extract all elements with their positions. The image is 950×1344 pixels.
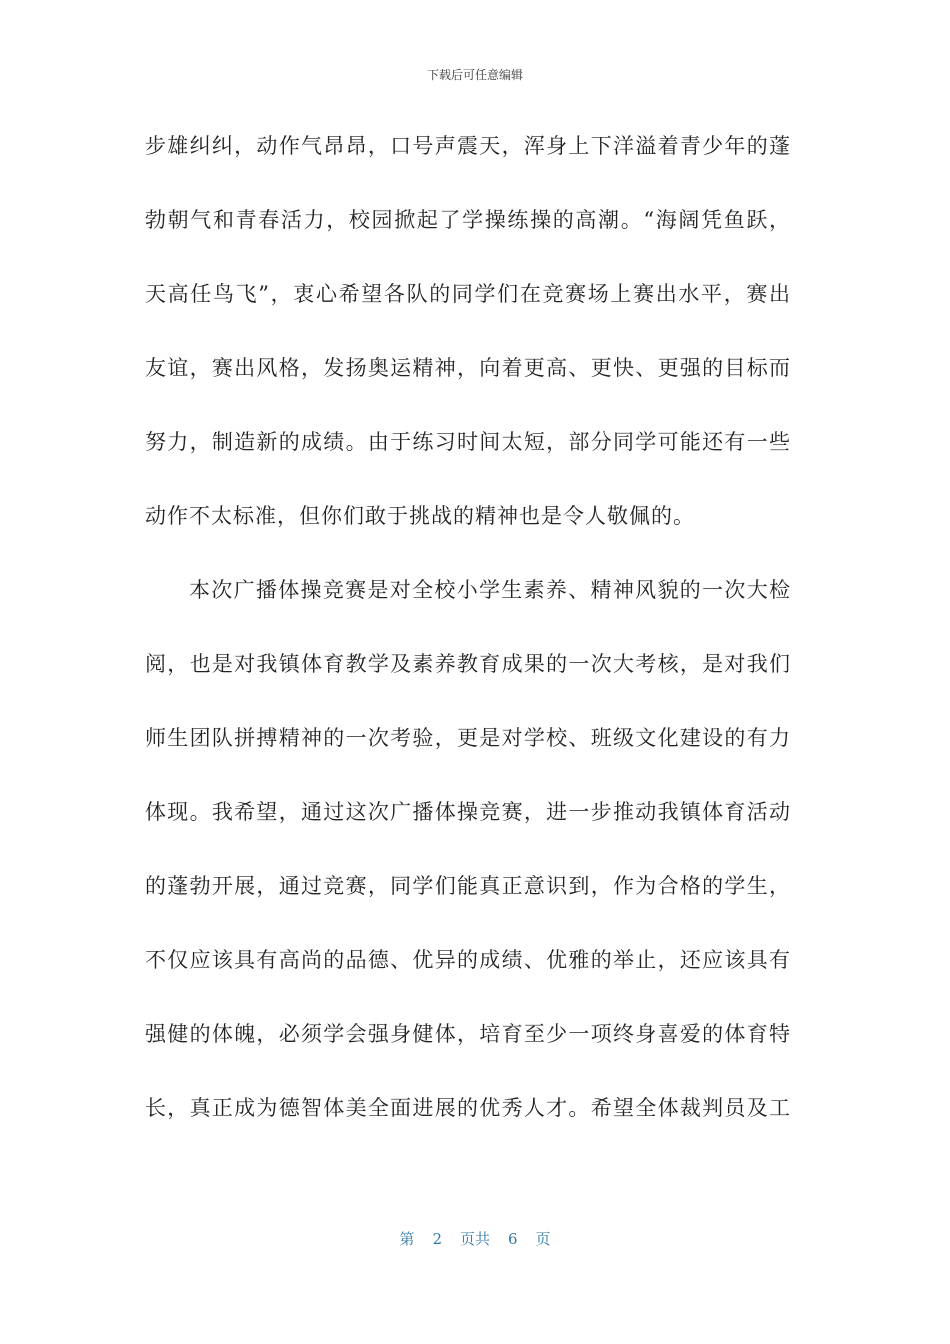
page-label-prefix: 第 — [399, 1230, 415, 1248]
text-line: 阅，也是对我镇体育教学及素养教育成果的一次大考核，是对我们 — [145, 652, 791, 676]
text-line: 长，真正成为德智体美全面进展的优秀人才。希望全体裁判员及工 — [145, 1096, 791, 1120]
paragraph-first-line: 本次广播体操竞赛是对全校小学生素养、精神风貌的一次大检 — [189, 578, 791, 602]
text-line: 不仅应该具有高尚的品德、优异的成绩、优雅的举止，还应该具有 — [145, 948, 791, 972]
page-label-middle: 页共 — [459, 1230, 490, 1248]
current-page-number: 2 — [432, 1230, 442, 1248]
text-line: 体现。我希望，通过这次广播体操竞赛，进一步推动我镇体育活动 — [145, 800, 791, 824]
page-footer — [0, 1228, 950, 1249]
text-line: 师生团队拼搏精神的一次考验，更是对学校、班级文化建设的有力 — [145, 726, 791, 750]
page-header: 下载后可任意编辑 — [426, 68, 523, 82]
text-line: 动作不太标准，但你们敢于挑战的精神也是令人敬佩的。 — [145, 504, 695, 528]
document-body — [145, 124, 791, 1160]
text-line: 天高任鸟飞”，衷心希望各队的同学们在竞赛场上赛出水平，赛出 — [145, 282, 791, 306]
text-line: 步雄纠纠，动作气昂昂，口号声震天，浑身上下洋溢着青少年的蓬 — [145, 134, 791, 158]
text-line: 强健的体魄，必须学会强身健体，培育至少一项终身喜爱的体育特 — [145, 1022, 791, 1046]
text-line: 友谊，赛出风格，发扬奥运精神，向着更高、更快、更强的目标而 — [145, 356, 791, 380]
text-line: 努力，制造新的成绩。由于练习时间太短，部分同学可能还有一些 — [145, 430, 791, 454]
total-pages-number: 6 — [508, 1230, 518, 1248]
text-line: 的蓬勃开展，通过竞赛，同学们能真正意识到，作为合格的学生， — [145, 874, 791, 898]
page-label-suffix: 页 — [535, 1230, 551, 1248]
text-line: 勃朝气和青春活力，校园掀起了学操练操的高潮。“海阔凭鱼跃， — [145, 208, 791, 232]
